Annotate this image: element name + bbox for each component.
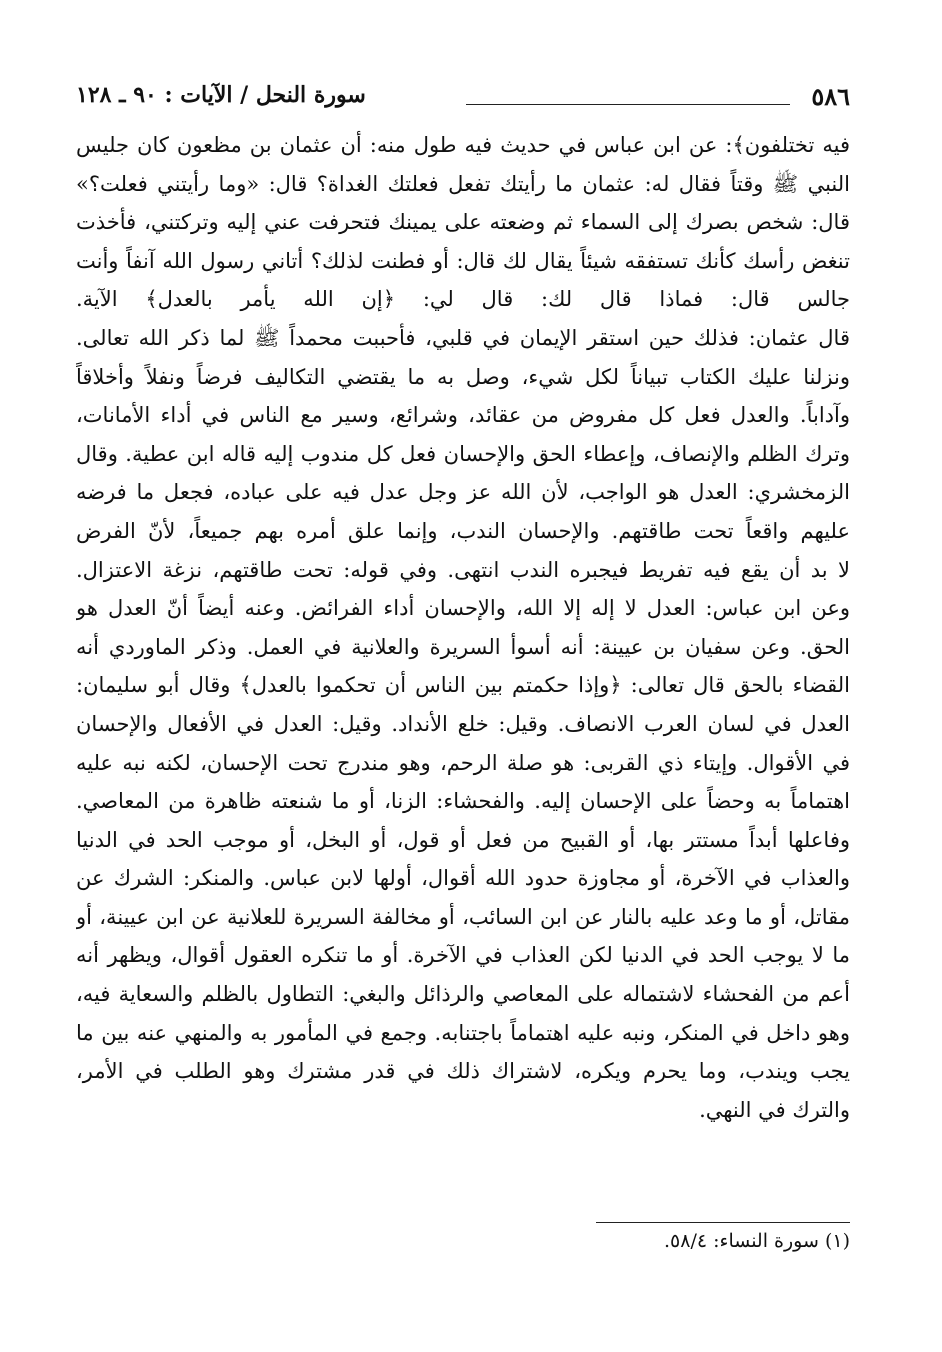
header-rule (466, 104, 790, 105)
text-line: يجب ويندب، وما يحرم ويكره، لاشتراك ذلك في قدر مشترك وهو الطلب في الأمر، (76, 1059, 850, 1084)
text-line: وعن ابن عباس: العدل لا إله إلا الله، والإحسان أداء الفرائض. وعنه أيضاً أنّ العدل هو (76, 596, 850, 621)
text-line: اهتماماً به وحضاً على الإحسان إليه. والفحشاء: الزنا، أو ما شنعته ظاهرة من المعاصي. (76, 789, 850, 814)
page-header (76, 78, 850, 118)
text-line: والترك في النهي. (699, 1097, 850, 1122)
text-line: فيه تختلفون﴾: عن ابن عباس في حديث فيه طول منه: أن عثمان بن مظعون كان جليس (76, 133, 850, 157)
text-line: والعذاب في الآخرة، أو مجاوزة حدود الله أقوال، أولها لابن عباس. والمنكر: الشرك عن (76, 866, 850, 891)
text-line: القضاء بالحق قال تعالى: ﴿وإذا حكمتم بين الناس أن تحكموا بالعدل﴾ وقال أبو سليمان: (76, 673, 850, 698)
footnote-rule (596, 1222, 850, 1223)
body-text (76, 126, 850, 1129)
text-line: الزمخشري: العدل هو الواجب، لأن الله عز وجل عدل فيه على عباده، فجعل ما فرضه (76, 480, 850, 505)
footnote: (١) سورة النساء: ٥٨/٤. (664, 1230, 850, 1252)
text-line: وترك الظلم والإنصاف، وإعطاء الحق والإحسان فعل كل مندوب إليه قاله ابن عطية. وقال (76, 441, 850, 466)
text-line: الحق. وعن سفيان بن عيينة: أنه أسوأ السريرة والعلانية في العمل. وذكر الماوردي أنه (76, 634, 850, 659)
text-line: عليهم واقعاً تحت طاقتهم. والإحسان الندب، وإنما علق أمره بهم جميعاً، لأنّ الفرض (76, 518, 850, 543)
text-line: قال عثمان: فذلك حين استقر الإيمان في قلبي، فأحببت محمداً ﷺ لما ذكر الله تعالى. (76, 325, 850, 350)
text-line: في الأقوال. وإيتاء ذي القربى: هو صلة الرحم، وهو مندرج تحت الإحسان، لكنه نبه عليه (76, 750, 850, 775)
text-line: تنغض رأسك كأنك تستفقه شيئاً يقال لك قال: أو فطنت لذلك؟ أتاني رسول الله آنفاً وأنت (76, 248, 850, 273)
text-line: ونزلنا عليك الكتاب تبياناً لكل شيء، وصل به ما يقتضي التكاليف فرضاً ونفلاً وأخلاقاً (76, 364, 850, 389)
text-line: وهو داخل في المنكر، ونبه عليه اهتماماً باجتنابه. وجمع في المأمور به والمنهي عنه بين ما (76, 1020, 850, 1045)
text-line: لا بد أن يقع فيه تفريط فيجبره الندب انتهى. وفي قوله: تحت طاقتهم، نزغة الاعتزال. (76, 557, 850, 582)
text-line: وآداباً. والعدل فعل كل مفروض من عقائد، وشرائع، وسير مع الناس في أداء الأمانات، (76, 403, 850, 428)
text-line: النبي ﷺ وقتاً فقال له: عثمان ما رأيتك تفعل فعلتك الغداة؟ قال: «وما رأيتني فعلت؟» (76, 171, 850, 196)
text-line: قال: شخص بصرك إلى السماء ثم وضعته على يمينك فتحرفت عني إليه وتركتني، فأخذت (76, 210, 850, 235)
text-line: أعم من الفحشاء لاشتماله على المعاصي والرذائل والبغي: التطاول بالظلم والسعاية فيه، (76, 982, 850, 1007)
text-line: ما لا يوجب الحد في الدنيا لكن العذاب في الآخرة. أو ما تنكره العقول أقوال، ويظهر أنه (76, 943, 850, 968)
running-title: سورة النحل / الآيات : ٩٠ ـ ١٢٨ (76, 82, 366, 108)
text-line: العدل في لسان العرب الانصاف. وقيل: خلع الأنداد. وقيل: العدل في الأفعال والإحسان (76, 711, 850, 736)
text-line: مقاتل، أو ما وعد عليه بالنار عن ابن السائب، أو مخالفة السريرة للعلانية عن ابن عيينة، أو (76, 904, 850, 929)
page-number: ٥٨٦ (811, 82, 850, 111)
text-line: جالس قال: فماذا قال لك: قال لي: ﴿إن الله يأمر بالعدل﴾ الآية. (76, 287, 850, 312)
text-line: وفاعلها أبداً مستتر بها، أو القبيح من فعل أو قول، أو البخل، أو موجب الحد في الدنيا (76, 827, 850, 852)
